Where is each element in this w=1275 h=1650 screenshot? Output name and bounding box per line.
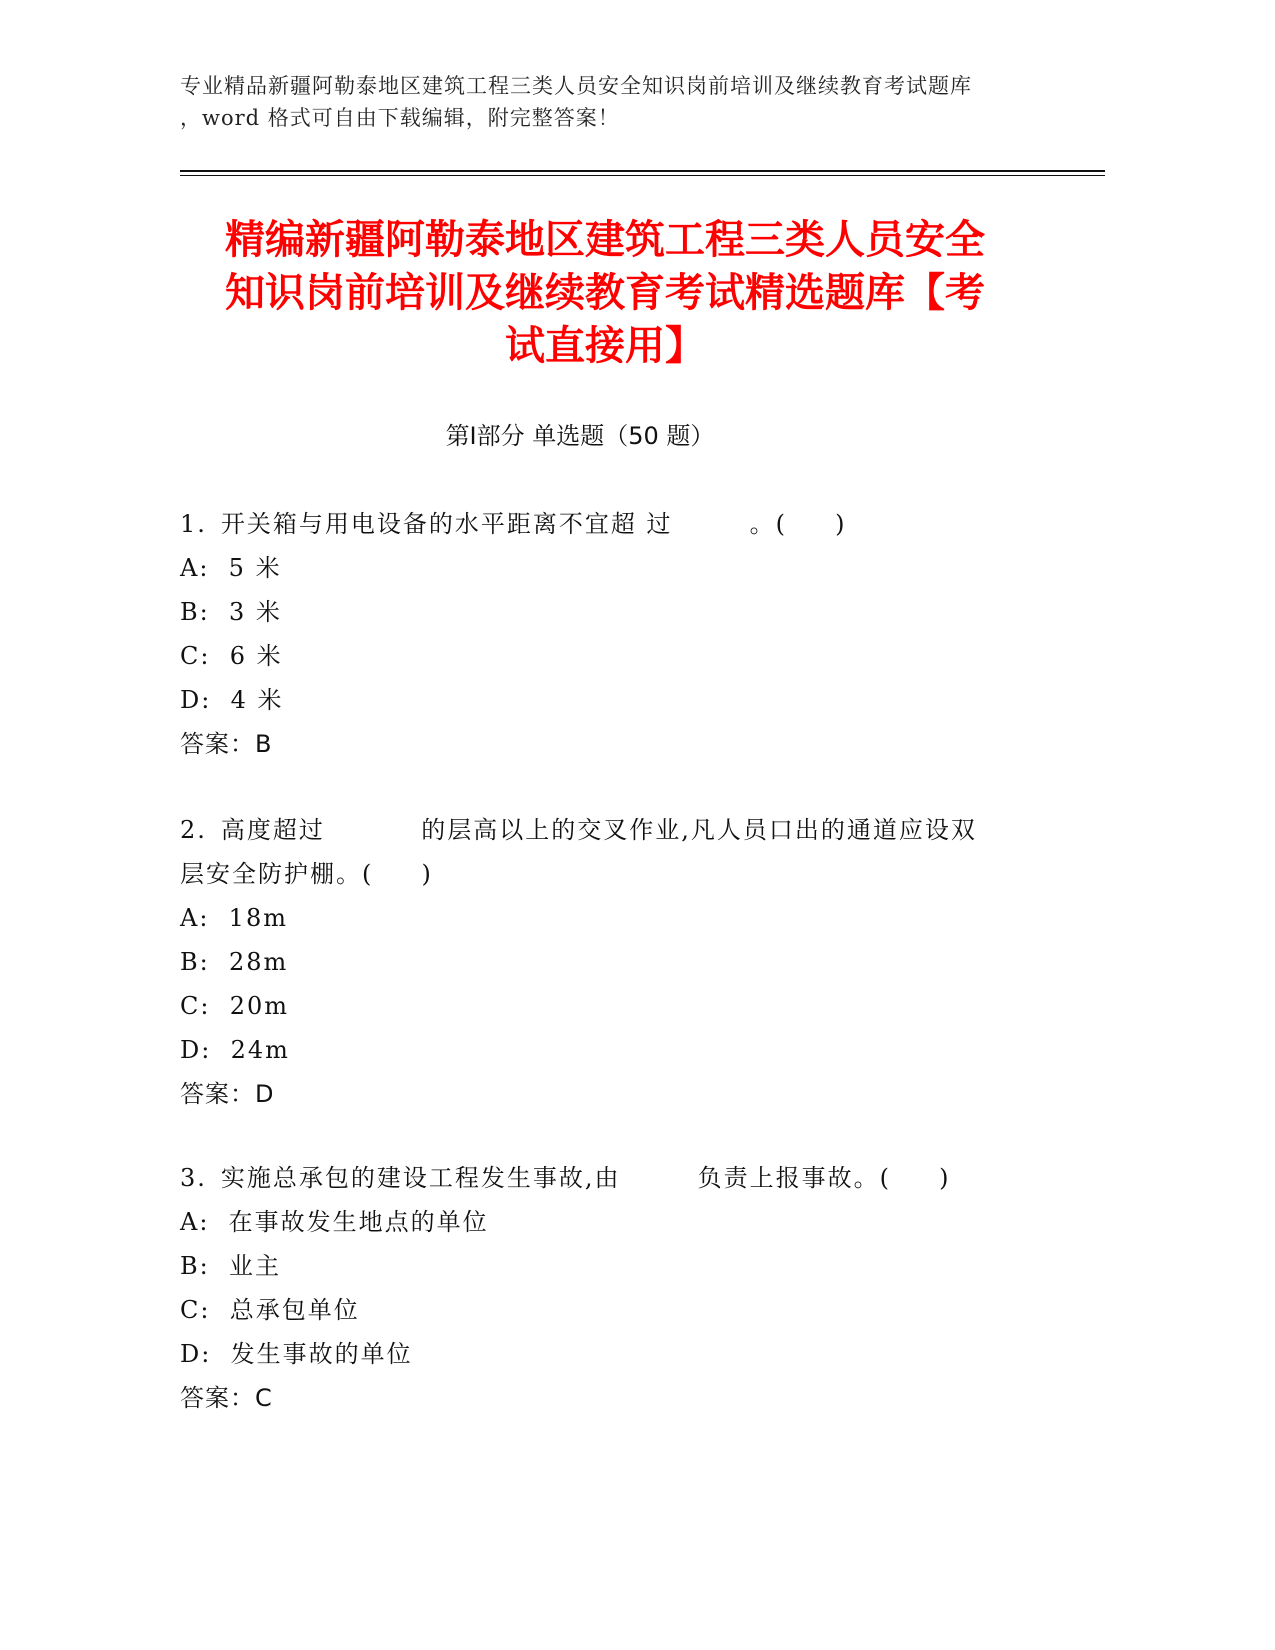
section-heading: 第Ⅰ部分 单选题（50 题） (445, 422, 715, 450)
question-text (180, 502, 1040, 546)
option-a: A: 18m (180, 904, 288, 932)
option-a: A: 在事故发生地点的单位 (180, 1208, 489, 1236)
question-number: 1. (180, 510, 207, 538)
option-c: C: 6 米 (180, 642, 283, 670)
question-text-line: 高度超过 的层高以上的交叉作业,凡人员口出的通道应设双 (220, 816, 977, 844)
answer-text: 答案：B (180, 730, 273, 758)
header-note-line-2: ，word 格式可自由下载编辑，附完整答案！ (180, 106, 620, 130)
question-text-continuation: 层安全防护棚。( ) (180, 860, 433, 888)
option-d: D: 发生事故的单位 (180, 1340, 413, 1368)
option-b: B: 业主 (180, 1252, 281, 1280)
question-number: 2. (180, 816, 207, 844)
question-text-line: 实施总承包的建设工程发生事故,由 负责上报事故。( ) (220, 1164, 951, 1192)
document-title-line-3: 试直接用】 (505, 323, 705, 369)
option-c: C: 总承包单位 (180, 1296, 360, 1324)
question-item (180, 502, 1040, 766)
option-d: D: 4 米 (180, 686, 284, 714)
option-c: C: 20m (180, 992, 290, 1020)
question-text-line: 开关箱与用电设备的水平距离不宜超 过 。( ) (220, 510, 847, 538)
header-divider-thick (180, 170, 1105, 172)
question-text (180, 808, 1040, 852)
option-d: D: 24m (180, 1036, 290, 1064)
document-title (180, 214, 1030, 373)
option-b: B: 3 米 (180, 598, 282, 626)
header-note-line-1: 专业精品新疆阿勒泰地区建筑工程三类人员安全知识岗前培训及继续教育考试题库 (180, 74, 972, 98)
answer-text: 答案：D (180, 1080, 275, 1108)
document-title-line-2: 知识岗前培训及继续教育考试精选题库【考 (225, 270, 985, 316)
question-item (180, 1156, 1040, 1420)
option-b: B: 28m (180, 948, 289, 976)
answer-text: 答案：C (180, 1384, 273, 1412)
question-text (180, 1156, 1040, 1200)
document-title-line-1: 精编新疆阿勒泰地区建筑工程三类人员安全 (225, 217, 985, 263)
option-a: A: 5 米 (180, 554, 282, 582)
question-number: 3. (180, 1164, 207, 1192)
header-divider-thin (180, 175, 1105, 176)
question-item (180, 808, 1040, 1116)
header-note (180, 70, 1080, 134)
